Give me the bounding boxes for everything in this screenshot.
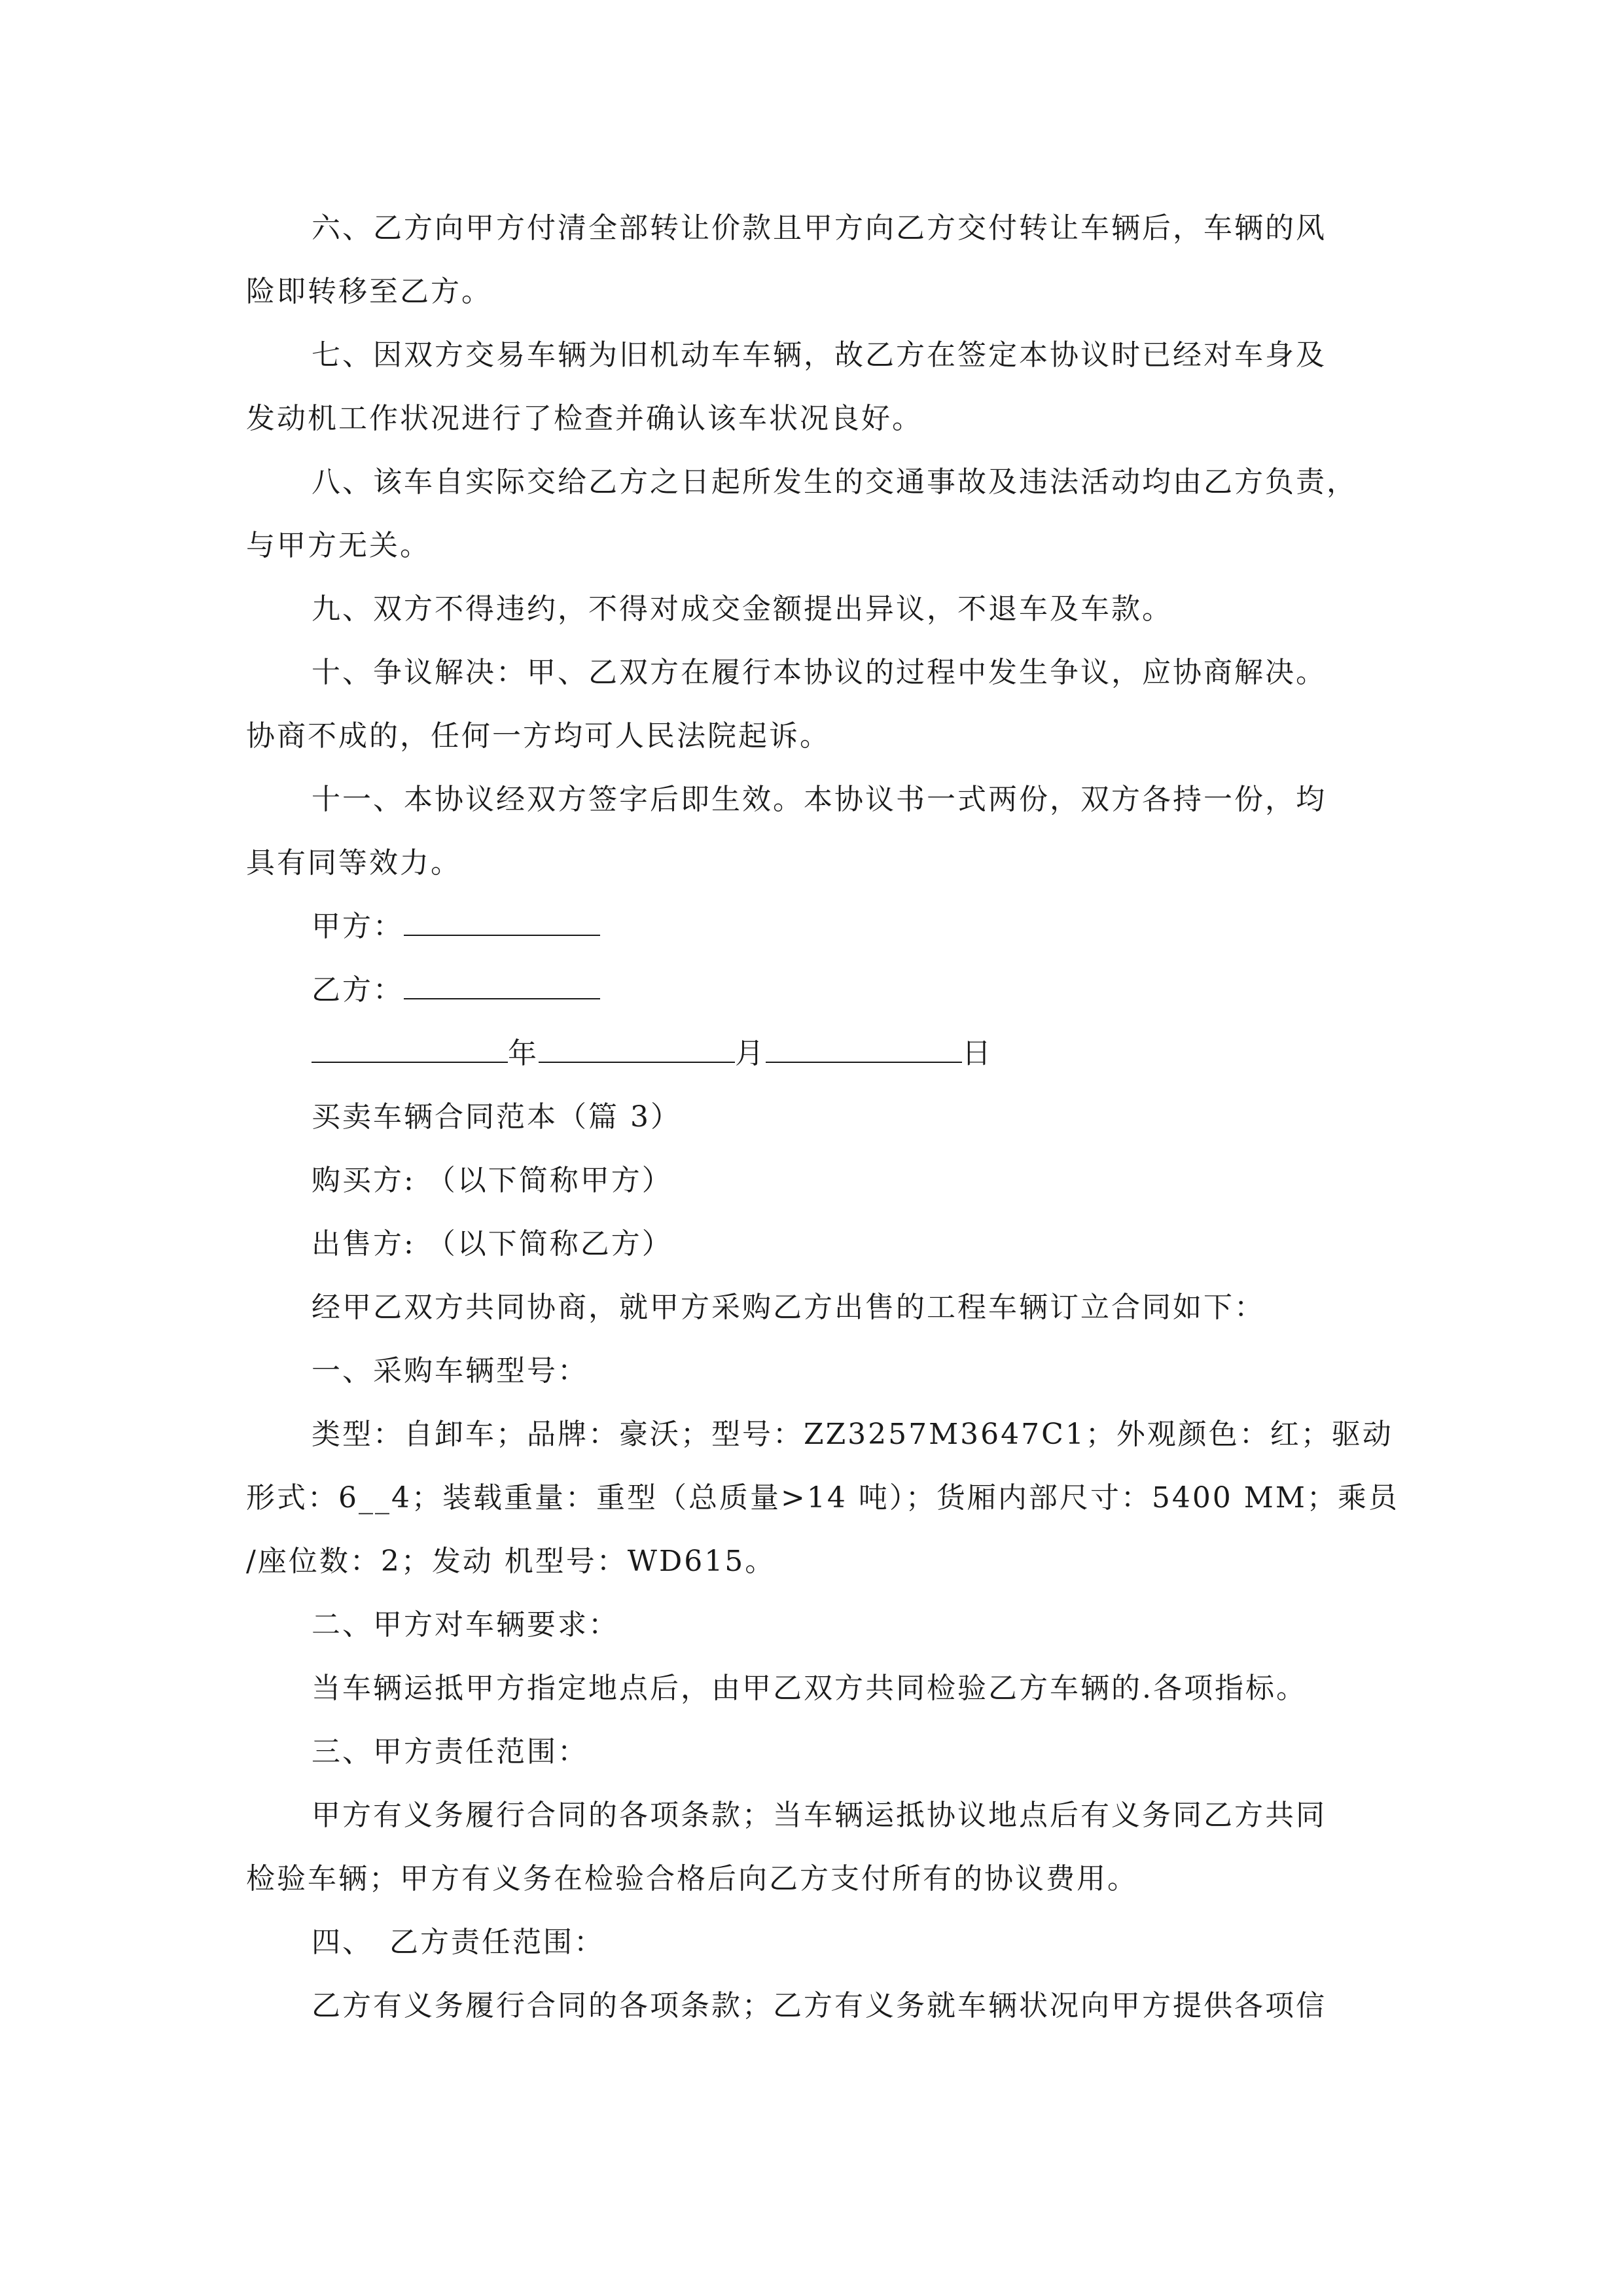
clause-7-line-2: 发动机工作状况进行了检查并确认该车状况良好。 — [246, 402, 923, 435]
party-b-signature-line — [246, 958, 1378, 1022]
section-1-body-line-1: 类型：自卸车；品牌：豪沃；型号：ZZ3257M3647C1；外观颜色：红；驱动 — [312, 1418, 1393, 1451]
section-4-body-line-1: 乙方有义务履行合同的各项条款；乙方有义务就车辆状况向甲方提供各项信 — [312, 1989, 1327, 2022]
clause-7-line-1: 七、因双方交易车辆为旧机动车车辆，故乙方在签定本协议时已经对车身及 — [312, 338, 1327, 372]
section-3-body-line-1: 甲方有义务履行合同的各项条款；当车辆运抵协议地点后有义务同乙方共同 — [312, 1799, 1327, 1832]
section-2-body: 当车辆运抵甲方指定地点后，由甲乙双方共同检验乙方车辆的.各项指标。 — [312, 1672, 1307, 1705]
section-1-body-line-3: /座位数：2；发动 机型号：WD615。 — [246, 1545, 776, 1578]
party-a-signature-line — [246, 895, 1378, 958]
clause-10-line-2: 协商不成的，任何一方均可人民法院起诉。 — [246, 719, 830, 753]
year-label: 年 — [508, 1037, 539, 1070]
clause-6-line-2: 险即转移至乙方。 — [246, 275, 492, 308]
party-a-label: 甲方： — [312, 910, 404, 943]
clause-8-line-2: 与甲方无关。 — [246, 529, 431, 562]
date-line — [246, 1022, 1378, 1085]
day-blank[interactable] — [766, 1033, 962, 1063]
section-1-body-line-2: 形式：6__4；装载重量：重型（总质量>14 吨）；货厢内部尺寸：5400 MM；乘员 — [246, 1481, 1399, 1515]
year-blank[interactable] — [312, 1033, 508, 1063]
clause-10-line-1: 十、争议解决：甲、乙双方在履行本协议的过程中发生争议，应协商解决。 — [312, 656, 1327, 689]
section-4-heading: 四、 乙方责任范围： — [312, 1926, 605, 1959]
clause-11-line-1: 十一、本协议经双方签字后即生效。本协议书一式两份，双方各持一份，均 — [312, 783, 1327, 816]
document-body — [246, 196, 1399, 2037]
month-label: 月 — [735, 1037, 766, 1070]
clause-6-line-1: 六、乙方向甲方付清全部转让价款且甲方向乙方交付转让车辆后，车辆的风 — [312, 211, 1327, 245]
seller-line: 出售方: （以下简称乙方） — [312, 1227, 673, 1261]
section-1-heading: 一、采购车辆型号： — [312, 1354, 588, 1388]
buyer-line: 购买方: （以下简称甲方） — [312, 1164, 673, 1197]
contract-3-title: 买卖车辆合同范本（篇 3） — [312, 1100, 681, 1134]
section-3-body-line-2: 检验车辆；甲方有义务在检验合格后向乙方支付所有的协议费用。 — [246, 1862, 1138, 1895]
clause-11-line-2: 具有同等效力。 — [246, 846, 461, 880]
party-a-signature-blank[interactable] — [404, 906, 600, 936]
section-2-heading: 二、甲方对车辆要求： — [312, 1608, 619, 1641]
day-label: 日 — [962, 1037, 993, 1070]
party-b-signature-blank[interactable] — [404, 969, 600, 999]
month-blank[interactable] — [539, 1033, 735, 1063]
party-b-label: 乙方： — [312, 973, 404, 1007]
clause-8-line-1: 八、该车自实际交给乙方之日起所发生的交通事故及违法活动均由乙方负责， — [312, 465, 1357, 499]
section-3-heading: 三、甲方责任范围： — [312, 1735, 588, 1768]
contract-intro: 经甲乙双方共同协商，就甲方采购乙方出售的工程车辆订立合同如下： — [312, 1291, 1265, 1324]
clause-9: 九、双方不得违约，不得对成交金额提出异议，不退车及车款。 — [312, 592, 1173, 626]
